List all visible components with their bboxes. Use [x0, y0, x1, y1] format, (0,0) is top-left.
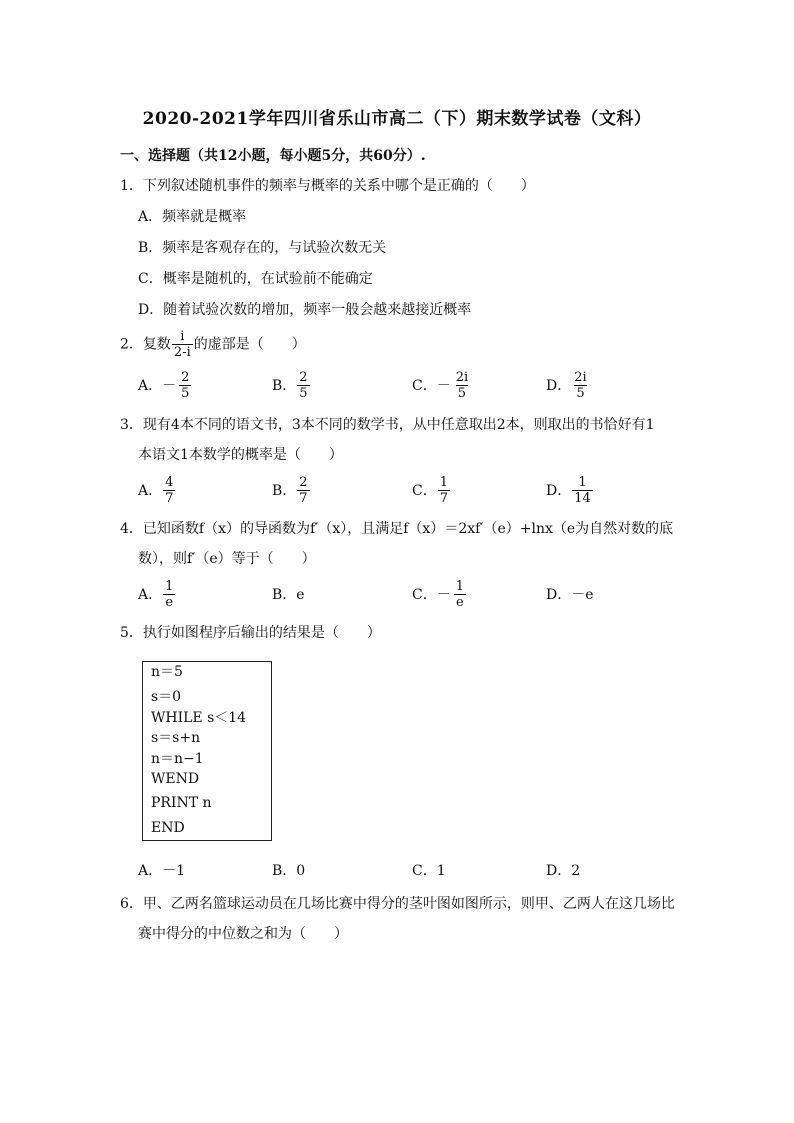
question-4-option-d: D．－e: [546, 587, 594, 603]
fraction-num: 1: [455, 579, 464, 594]
code-line: n＝n−1: [151, 751, 204, 767]
option-label: A．: [138, 586, 163, 603]
question-4-stem-line-2: 数），则f′（e）等于（ ）: [138, 551, 316, 567]
question-1-option-b: B．频率是客观存在的，与试验次数无关: [138, 240, 387, 256]
question-1-option-c: C．概率是随机的，在试验前不能确定: [138, 271, 373, 287]
question-3-stem-line-2: 本语文1本数学的概率是（ ）: [138, 447, 343, 463]
option-label: A．: [138, 377, 163, 394]
option-label: D．: [546, 482, 572, 499]
fraction-den: 5: [457, 386, 467, 401]
question-1-stem: 1．下列叙述随机事件的频率与概率的关系中哪个是正确的（ ）: [120, 178, 535, 194]
question-4-option-c: [412, 579, 467, 610]
fraction-den: 7: [439, 491, 448, 506]
option-fraction: [297, 475, 309, 506]
program-code-box: [142, 661, 272, 841]
code-line: n＝5: [151, 664, 183, 680]
question-2-stem: [120, 329, 306, 360]
section-heading: 一、选择题（共12小题，每小题5分，共60分）.: [120, 148, 426, 164]
fraction-den: 7: [165, 491, 174, 506]
question-3-option-a: [138, 475, 176, 506]
question-5-option-c: C．1: [412, 863, 446, 879]
option-label: C．: [412, 377, 437, 394]
code-line: PRINT n: [151, 795, 212, 811]
question-2-option-b: [272, 370, 311, 401]
question-1-option-d: D．随着试验次数的增加，频率一般会越来越接近概率: [138, 302, 472, 318]
question-3-option-d: [546, 475, 594, 506]
negative-sign: －: [436, 586, 451, 603]
option-label: B．: [272, 377, 297, 394]
fraction-den: 7: [299, 491, 308, 506]
option-label: C．: [412, 482, 437, 499]
negative-sign: －: [436, 377, 451, 394]
question-2-fraction-num: i: [180, 329, 185, 344]
option-fraction: [572, 370, 588, 401]
fraction-num: 1: [578, 475, 587, 490]
question-4-stem-line-1: 4．已知函数f（x）的导函数为f′（x），且满足f（x）＝2xf′（e）+lnx（e为自然对数的底: [120, 521, 674, 537]
page-title: 2020-2021学年四川省乐山市高二（下）期末数学试卷（文科）: [142, 109, 652, 129]
question-5-stem: 5．执行如图程序后输出的结果是（ ）: [120, 625, 381, 641]
question-2-stem-pre: 2．复数: [120, 336, 171, 353]
option-label: A．: [138, 482, 163, 499]
fraction-den: 5: [576, 386, 585, 401]
negative-sign: －: [162, 377, 177, 394]
option-fraction: [438, 475, 450, 506]
option-fraction: [454, 579, 466, 610]
question-5-option-b: B．0: [272, 863, 306, 879]
option-fraction: [454, 370, 470, 401]
fraction-num: 2i: [574, 370, 587, 385]
question-2-fraction: [172, 329, 193, 360]
question-1-option-a: A．频率就是概率: [138, 209, 247, 225]
question-6-stem-line-2: 赛中得分的中位数之和为（ ）: [138, 926, 348, 942]
question-3-option-c: [412, 475, 451, 506]
code-line: WEND: [151, 771, 200, 787]
question-5-option-a: A．－1: [138, 863, 186, 879]
question-2-stem-post: 的虚部是（ ）: [193, 336, 306, 353]
option-fraction: [179, 370, 191, 401]
option-fraction: [572, 475, 593, 506]
option-label: C．: [412, 586, 437, 603]
question-3-option-b: [272, 475, 311, 506]
fraction-num: 4: [165, 475, 174, 490]
code-line: s＝0: [151, 689, 182, 705]
question-3-stem-line-1: 3．现有4本不同的语文书，3本不同的数学书，从中任意取出2本，则取出的书恰好有1: [120, 417, 655, 433]
question-2-option-c: [412, 370, 471, 401]
question-2-option-a: [138, 370, 192, 401]
code-line: END: [151, 820, 185, 836]
fraction-den: 5: [181, 386, 190, 401]
code-line: s＝s+n: [151, 730, 201, 746]
option-fraction: [163, 475, 175, 506]
option-label: D．: [546, 377, 572, 394]
fraction-num: 1: [165, 579, 174, 594]
fraction-num: 2i: [455, 370, 469, 385]
fraction-num: 1: [439, 475, 448, 490]
question-5-option-d: D．2: [546, 863, 581, 879]
fraction-den: e: [456, 595, 464, 610]
code-line: WHILE s＜14: [151, 710, 247, 726]
question-6-stem-line-1: 6．甲、乙两名篮球运动员在几场比赛中得分的茎叶图如图所示，则甲、乙两人在这几场比: [120, 896, 675, 912]
fraction-num: 2: [299, 475, 308, 490]
option-fraction: [163, 579, 175, 610]
fraction-den: 14: [574, 491, 591, 506]
question-2-option-d: [546, 370, 590, 401]
fraction-num: 2: [299, 370, 308, 385]
question-4-option-a: [138, 579, 176, 610]
fraction-den: e: [165, 595, 174, 610]
option-fraction: [297, 370, 309, 401]
question-2-fraction-den: 2-i: [173, 345, 191, 360]
question-4-option-b: B．e: [272, 587, 305, 603]
option-label: B．: [272, 482, 297, 499]
fraction-den: 5: [299, 386, 308, 401]
fraction-num: 2: [181, 370, 190, 385]
